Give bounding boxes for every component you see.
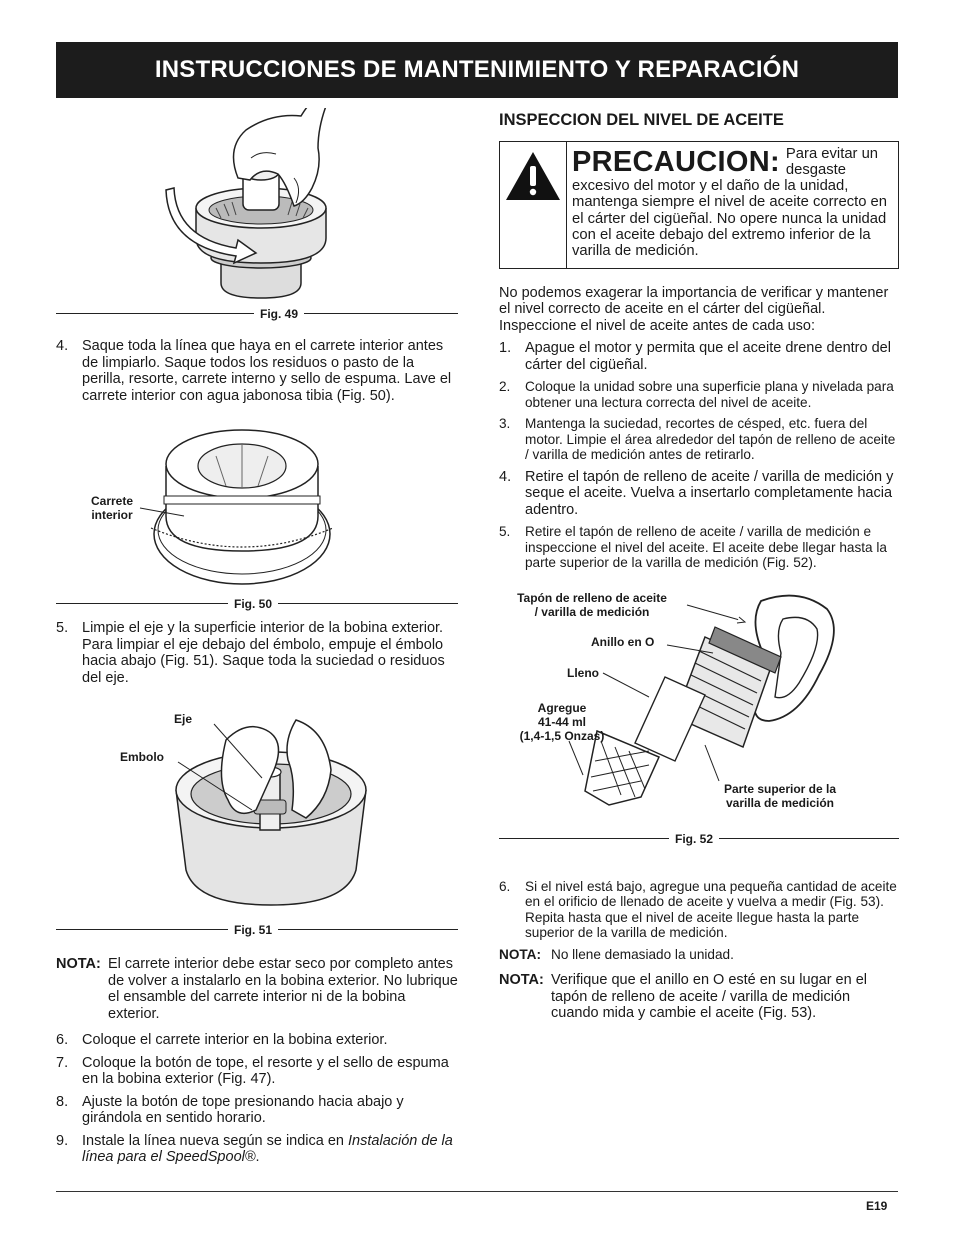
- figure-51: [56, 700, 458, 920]
- step-text: Saque toda la línea que haya en el carrete interior antes de limpiarlo. Saque todos los residuos o pasto de la perilla, resorte, carrete interno y sello de espuma. Lave el carrete interior con agua jabonosa tibia (Fig. 50).: [82, 338, 452, 404]
- step-number: 6.: [499, 878, 511, 894]
- left-column: [56, 108, 458, 1172]
- right-column: [499, 108, 899, 1030]
- right-steps: [499, 340, 899, 571]
- step-text: Coloque el carrete interior en la bobina exterior.: [82, 1032, 388, 1048]
- step-text: Mantenga la suciedad, recortes de césped, etc. fuera del motor. Limpie el área alrededor del tapón de relleno de aceite / varilla de medición antes de retirarlo.: [525, 416, 896, 462]
- step9-italic-ref: Instalación de la línea para el SpeedSpool®: [82, 1132, 453, 1165]
- fig51-caption-text: Fig. 51: [228, 922, 278, 939]
- step-number: 5.: [499, 524, 511, 539]
- warning-box: [499, 141, 899, 269]
- fig50-caption-text: Fig. 50: [228, 596, 278, 613]
- list-item: [56, 338, 458, 404]
- hand-turning-knob-illustration: [56, 108, 458, 304]
- label-agregue-line1: Agregue: [537, 700, 587, 715]
- list-item: [56, 1133, 458, 1166]
- label-parte-superior: [705, 782, 855, 810]
- fig52-caption: [499, 831, 899, 845]
- warning-title: PRECAUCION:: [572, 145, 780, 178]
- note-label: NOTA:: [499, 972, 544, 988]
- list-item: [499, 416, 899, 463]
- left-steps-a: [56, 338, 458, 404]
- label-tapon: [507, 591, 677, 619]
- note-block: [56, 956, 458, 1022]
- page-title: INSTRUCCIONES DE MANTENIMIENTO Y REPARACIÓN: [154, 56, 800, 83]
- step-text: Ajuste la botón de tope presionando hacia abajo y girándola en sentido horario.: [82, 1093, 404, 1126]
- step9-end: .: [255, 1149, 260, 1165]
- list-item: [499, 524, 899, 571]
- warning-triangle-icon: [500, 142, 567, 268]
- figure-52: [499, 591, 899, 829]
- label-parte-line2: varilla de medición: [725, 795, 835, 810]
- step-number: 8.: [56, 1093, 69, 1110]
- note-label: NOTA:: [499, 946, 542, 962]
- note-text: Verifique que el anillo en O esté en su lugar en el tapón de relleno de aceite / varilla de medición cuando mida y cambie el aceite (Fig. 53).: [551, 972, 867, 1021]
- fig50-caption: [56, 596, 458, 610]
- label-carrete-interior: Carrete interior: [90, 494, 134, 522]
- label-agregue-line3: (1,4-1,5 Onzas): [519, 728, 605, 743]
- fig51-caption: [56, 922, 458, 936]
- right-steps-b: [499, 879, 899, 941]
- page-header: [56, 42, 898, 98]
- figure-49: [56, 108, 458, 304]
- figure-50: [56, 416, 458, 594]
- label-tapon-line2: / varilla de medición: [534, 604, 650, 619]
- step-number: 4.: [56, 338, 69, 354]
- cleaning-shaft-illustration: [56, 700, 458, 920]
- list-item: [56, 1055, 458, 1088]
- note-block: [499, 972, 899, 1022]
- label-embolo: Embolo: [120, 750, 164, 764]
- step-text: Coloque la botón de tope, el resorte y el sello de espuma en la bobina exterior (Fig. 47).: [82, 1054, 449, 1087]
- warning-body: [567, 142, 898, 268]
- label-agregue-line2: 41-44 ml: [537, 714, 587, 729]
- list-item: [499, 379, 899, 410]
- left-steps-c: [56, 1032, 458, 1166]
- section-title: INSPECCION DEL NIVEL DE ACEITE: [499, 111, 784, 129]
- step-number: 6.: [56, 1032, 69, 1048]
- label-parte-line1: Parte superior de la: [723, 781, 837, 796]
- note-block: [499, 947, 899, 963]
- step-text: Limpie el eje y la superficie interior de la bobina exterior. Para limpiar el eje debajo del émbolo, empuje el émbolo hacia abajo (Fig. 51). Saque toda la suciedad o residuos del eje.: [82, 620, 445, 686]
- list-item: [56, 1032, 458, 1049]
- step-number: 5.: [56, 620, 69, 636]
- fig49-caption-text: Fig. 49: [254, 306, 304, 323]
- list-item: [499, 340, 899, 373]
- step-number: 4.: [499, 468, 512, 485]
- label-tapon-line1: Tapón de relleno de aceite: [517, 590, 667, 605]
- note-text: El carrete interior debe estar seco por completo antes de volver a instalarlo en la bobina exterior. No lubrique el ensamble del carrete interior ni de la bobina exterior.: [108, 956, 458, 1022]
- left-steps-b: [56, 620, 458, 686]
- step-text: Retire el tapón de relleno de aceite / varilla de medición e inspeccione el nivel del aceite. El aceite debe llegar hasta la parte superior de la varilla de medición (Fig. 52).: [525, 524, 887, 570]
- page-number: E19: [866, 1199, 888, 1213]
- step-text: Si el nivel está bajo, agregue una pequeña cantidad de aceite en el orificio de llenado de aceite y vuelva a medir (Fig. 53). Repita hasta que el nivel de aceite llegue hasta la parte superior de la varilla de medición.: [525, 878, 897, 940]
- step-number: 3.: [499, 416, 511, 431]
- step-text: Retire el tapón de relleno de aceite / varilla de medición y seque el aceite. Vuelva a insertarlo completamente hacia adentro.: [525, 468, 894, 518]
- step-number: 2.: [499, 379, 511, 394]
- step-number: 7.: [56, 1054, 69, 1071]
- list-item: [56, 1094, 458, 1127]
- step-text: Apague el motor y permita que el aceite drene dentro del cárter del cigüeñal.: [525, 340, 891, 373]
- step-text: Coloque la unidad sobre una superficie plana y nivelada para obtener una lectura correcta del nivel de aceite.: [525, 379, 894, 410]
- list-item: [499, 879, 899, 941]
- step-number: 1.: [499, 340, 512, 356]
- label-eje: Eje: [174, 712, 193, 726]
- warning-text: Para evitar un desgaste excesivo del motor y el daño de la unidad, mantenga siempre el nivel de aceite correcto en el cárter del cigüeñal. No opere nunca la unidad con el aceite debajo del extremo inferior de la varilla de medición.: [572, 145, 888, 260]
- fig52-caption-text: Fig. 52: [669, 831, 719, 848]
- step9-text: Instale la línea nueva según se indica en: [82, 1132, 349, 1149]
- footer-divider: [56, 1191, 898, 1192]
- label-agregue: [507, 701, 617, 743]
- intro-paragraph: No podemos exagerar la importancia de verificar y mantener el nivel correcto de aceite en el cárter del cigüeñal. Inspeccione el nivel de aceite antes de cada uso:: [499, 284, 889, 334]
- label-anillo-en-o: Anillo en O: [591, 634, 655, 649]
- list-item: [499, 469, 899, 519]
- list-item: [56, 620, 458, 686]
- note-label: NOTA:: [56, 956, 101, 972]
- step-number: 9.: [56, 1132, 69, 1149]
- label-lleno: Lleno: [567, 665, 599, 680]
- step-text: [82, 1133, 458, 1166]
- fig49-caption: [56, 306, 458, 320]
- note-text: No llene demasiado la unidad.: [551, 946, 734, 962]
